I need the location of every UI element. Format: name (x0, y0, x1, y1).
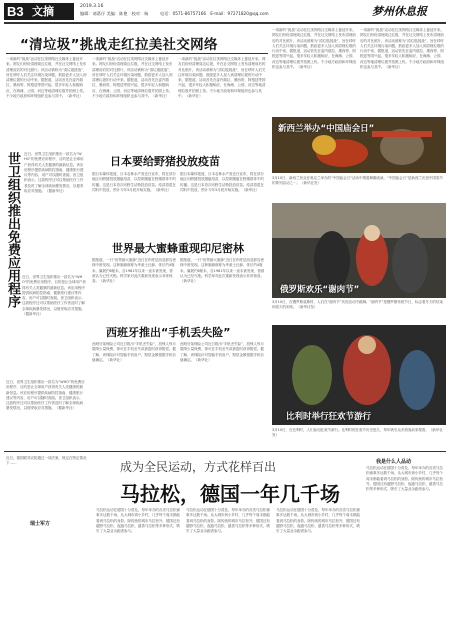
article-body: 马拉松运动在德国十分普及，每年举办的各类马拉松赛事多达数千场。从大城市到小乡村，几乎每个周末都能看到马拉松的身影。除传统的城市马拉松外，德国还有越野马拉松、夜跑马拉松、慈善马拉松等多种形式，吸引了大量业余跑者参与。 (276, 508, 360, 534)
section-badge (4, 3, 74, 20)
article-body: 西班牙某保险公司近日推出“手机丢失险”，投保人每月缴纳少量保费，即可在手机丢失或被盗时获得赔偿。据了解，该保险针对智能手机用户，赔偿金额根据手机价值确定。（新华社） (180, 342, 264, 362)
issue-date: 2019.3.16 (80, 4, 104, 9)
article-body: 近日，德国联邦议院通过一项法案，规定在特定情况下…… (6, 456, 87, 466)
rule-a1 (6, 53, 268, 54)
photo-title-overlay: 新西兰举办“中国庙会日” (278, 124, 375, 134)
photo-title-overlay: 俄罗斯欢乐“谢肉节” (280, 285, 360, 295)
side-heading: 我是什么人品动 (376, 459, 412, 465)
kicker-marathon: 成为全民运动，方式花样百出 (120, 460, 277, 474)
section-number: B3 (7, 4, 24, 19)
article-body: 据日本媒体报道，日本农林水产省近日宣布，将在部分地区向野猪投放猪瘟疫苗，以控制猪瘟在野猪群体中的传播。这是日本首次向野生动物投放疫苗。疫苗将混在饲料中投放，预计今年3月底开始实施。（新华社） (92, 172, 176, 192)
headline-who-app: 世卫组织推出免费应用程序 (5, 152, 20, 308)
article-body: 一项新的“挑战”活动在拉美网络社交媒体上蔓延开来。网友们纷纷清理周边垃圾，并在社交网络上发布清理前后的对比照片。该活动被称为“清垃圾挑战”，旨在呼吁人们关注环境污染问题，鼓励更多人加入到清理垃圾的行动中来。据报道，活动首先在委内瑞拉、墨西哥、阿根廷等国兴起，很多年轻人积极响应，在海滩、公园、河边等地清理垃圾并拍照上传。不少地方政府和环保组织也参与其中。（新华社） (272, 28, 356, 70)
header-rule (4, 22, 446, 24)
photo-caption: 3月10日，在俄罗斯莫斯科，人们在“谢肉节”庆祝活动中跳舞。“谢肉节”是俄罗斯传统节日，标志着冬天的结束和春天的到来。（新华社发） (272, 300, 443, 310)
headline-japan-boar: 日本要给野猪投放疫苗 (110, 155, 220, 168)
photo-carnival (272, 325, 446, 425)
photo-lion-dance (272, 117, 446, 173)
headline-largest-bee: 世界最大蜜蜂重现印尼密林 (112, 242, 244, 255)
article-body: 马拉松运动在德国十分普及，每年举办的各类马拉松赛事多达数千场。从大城市到小乡村，几乎每个周末都能看到马拉松的身影。除传统的城市马拉松外，德国还有越野马拉松、夜跑马拉松、慈善马拉松等多种形式，吸引了大量业余跑者参与。 (366, 466, 443, 492)
article-body: 近日，世界卫生组织推出一款名为“WHO”的免费应用程序，目的是让全球用户获得有关人类健康的最新信息。该应用程序提供疾病防控指南、健康旅行建议等内容，用户可以随时查阅。世卫组织表示，这款程序还可以帮助医疗工作者及时了解全球疾病暴发情况，以便采取应对措施。（据新华社） (24, 152, 84, 194)
article-body: 马拉松运动在德国十分普及，每年举办的各类马拉松赛事多达数千场。从大城市到小乡村，几乎每个周末都能看到马拉松的身影。除传统的城市马拉松外，德国还有越野马拉松、夜跑马拉松、慈善马拉松等多种形式，吸引了大量业余跑者参与。 (186, 508, 270, 534)
editor-line: 编辑：诸葛仔 美编：陈艳 校对：杨 (80, 11, 157, 16)
article-body: 据报道，一只“世界最大蜜蜂”近日在印度尼西亚群岛密林中被发现。这种蜜蜂被称为华莱士巨蜂，体长约4厘米，翼展约6厘米，自1981年以来一直未被发现，曾被认为已经灭绝。科学家对此次重新发现表示非常惊喜。（新华社） (180, 258, 265, 284)
article-body: 一项新的“挑战”活动在拉美网络社交媒体上蔓延开来。网友们纷纷清理周边垃圾，并在社交网络上发布清理前后的对比照片。该活动被称为“清垃圾挑战”，旨在呼吁人们关注环境污染问题，鼓励更多人加入到清理垃圾的行动中来。据报道，活动首先在委内瑞拉、墨西哥、阿根廷等国兴起，很多年轻人积极响应，在海滩、公园、河边等地清理垃圾并拍照上传。不少地方政府和环保组织也参与其中。（新华社） (6, 57, 87, 99)
contact-line: 电话：0571-86757166 E-mail：97271820@qq.com (160, 11, 269, 16)
headline-spain-phone: 西班牙推出“手机丢失险” (106, 326, 231, 339)
photo-caption: 3月10日，在比利时，人们参加狂欢节游行。比利时的狂欢节历史悠久，每年吸引众多游客前来观看。（新华社发） (272, 428, 443, 438)
headline-marathon: 马拉松，德国一年几千场 (120, 482, 340, 506)
article-body: 一项新的“挑战”活动在拉美网络社交媒体上蔓延开来。网友们纷纷清理周边垃圾，并在社交网络上发布清理前后的对比照片。该活动被称为“清垃圾挑战”，旨在呼吁人们关注环境污染问题，鼓励更多人加入到清理垃圾的行动中来。据报道，活动首先在委内瑞拉、墨西哥、阿根廷等国兴起，很多年轻人积极响应，在海滩、公园、河边等地清理垃圾并拍照上传。不少地方政府和环保组织也参与其中。（新华社） (92, 57, 173, 99)
page-divider (4, 451, 446, 452)
masthead: 梦州休息报 (372, 5, 427, 18)
article-body: 据日本媒体报道，日本农林水产省近日宣布，将在部分地区向野猪投放猪瘟疫苗，以控制猪瘟在野猪群体中的传播。这是日本首次向野生动物投放疫苗。疫苗将混在饲料中投放，预计今年3月底开始实施。（新华社） (180, 172, 264, 192)
article-body: 马拉松运动在德国十分普及，每年举办的各类马拉松赛事多达数千场。从大城市到小乡村，几乎每个周末都能看到马拉松的身影。除传统的城市马拉松外，德国还有越野马拉松、夜跑马拉松、慈善马拉松等多种形式，吸引了大量业余跑者参与。 (96, 508, 180, 534)
section-name: 文摘 (32, 5, 54, 18)
article-body: 西班牙某保险公司近日推出“手机丢失险”，投保人每月缴纳少量保费，即可在手机丢失或被盗时获得赔偿。据了解，该保险针对智能手机用户，赔偿金额根据手机价值确定。（新华社） (92, 342, 176, 362)
article-body: 一项新的“挑战”活动在拉美网络社交媒体上蔓延开来。网友们纷纷清理周边垃圾，并在社交网络上发布清理前后的对比照片。该活动被称为“清垃圾挑战”，旨在呼吁人们关注环境污染问题，鼓励更多人加入到清理垃圾的行动中来。据报道，活动首先在委内瑞拉、墨西哥、阿根廷等国兴起，很多年轻人积极响应，在海滩、公园、河边等地清理垃圾并拍照上传。不少地方政府和环保组织也参与其中。（新华社） (360, 28, 444, 70)
article-body: 近日，世界卫生组织推出一款名为“WHO”的免费应用程序，目的是让全球用户获得有关人类健康的最新信息。该应用程序提供疾病防控指南、健康旅行建议等内容，用户可以随时查阅。世卫组织表示，这款程序还可以帮助医疗工作者及时了解全球疾病暴发情况，以便采取应对措施。（据新华社） (22, 275, 86, 317)
article-body: 据报道，一只“世界最大蜜蜂”近日在印度尼西亚群岛密林中被发现。这种蜜蜂被称为华莱士巨蜂，体长约4厘米，翼展约6厘米，自1981年以来一直未被发现，曾被认为已经灭绝。科学家对此次重新发现表示非常惊喜。（新华社） (92, 258, 176, 284)
subheading: 瑞士军方 (30, 521, 51, 527)
headline-clean-garbage: “清垃圾”挑战走红拉美社交网络 (20, 37, 218, 53)
photo-maslenitsa (272, 203, 446, 298)
photo-caption: 3月10日，新西兰民众在奥克兰举办的“中国庙会日”活动中观看舞狮表演。“中国庙会日”是新西兰庆祝中国春节的系列活动之一。（新华社发） (272, 176, 443, 186)
photo-title-overlay: 比利时举行狂欢节游行 (286, 412, 372, 422)
article-body: 一项新的“挑战”活动在拉美网络社交媒体上蔓延开来。网友们纷纷清理周边垃圾，并在社交网络上发布清理前后的对比照片。该活动被称为“清垃圾挑战”，旨在呼吁人们关注环境污染问题，鼓励更多人加入到清理垃圾的行动中来。据报道，活动首先在委内瑞拉、墨西哥、阿根廷等国兴起，很多年轻人积极响应，在海滩、公园、河边等地清理垃圾并拍照上传。不少地方政府和环保组织也参与其中。（新华社） (178, 57, 266, 99)
article-body: 近日，世界卫生组织推出一款名为“WHO”的免费应用程序，目的是让全球用户获得有关人类健康的最新信息。该应用程序提供疾病防控指南、健康旅行建议等内容，用户可以随时查阅。世卫组织表示，这款程序还可以帮助医疗工作者及时了解全球疾病暴发情况，以便采取应对措施。（据新华社） (6, 380, 85, 411)
